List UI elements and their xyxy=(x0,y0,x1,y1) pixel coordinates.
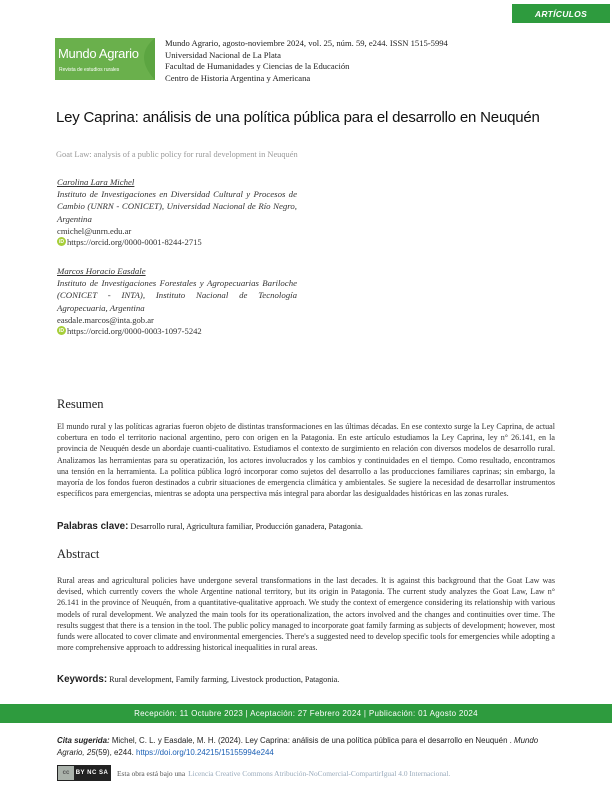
journal-header xyxy=(165,38,448,84)
author-email[interactable]: cmichel@unrn.edu.ar xyxy=(57,225,132,236)
author-orcid[interactable] xyxy=(57,326,297,336)
license-text: Esta obra está bajo una xyxy=(117,768,186,778)
header-line: Facultad de Humanidades y Ciencias de la Educación xyxy=(165,61,350,71)
header-line: Mundo Agrario, agosto-noviembre 2024, vol. 25, núm. 59, e244. ISSN 1515-5994 xyxy=(165,38,448,48)
author-block xyxy=(57,266,297,336)
cc-license-icon[interactable]: cc BY NC SA xyxy=(57,765,111,781)
author-block xyxy=(57,177,297,247)
orcid-link[interactable]: https://orcid.org/0000-0001-8244-2715 xyxy=(67,236,202,247)
orcid-icon: iD xyxy=(59,327,64,334)
article-subtitle: Goat Law: analysis of a public policy for rural development in Neuquén xyxy=(56,150,298,159)
keywords-list: Rural development, Family farming, Livestock production, Patagonia. xyxy=(109,675,340,684)
citation-journal: Mundo Agrario, 25 xyxy=(57,736,539,757)
orcid-icon: iD xyxy=(59,238,64,245)
section-tag: ARTÍCULOS xyxy=(512,4,610,23)
author-orcid[interactable] xyxy=(57,237,297,247)
header-line: Centro de Historia Argentina y Americana xyxy=(165,72,311,83)
keywords-label: Keywords: xyxy=(57,674,108,685)
journal-logo xyxy=(55,38,155,80)
author-affiliation: Instituto de Investigaciones Forestales y Agropecuarias Bariloche (CONICET - INTA), Instituto Nacional de Tecnología Agropecuaria, Argentina xyxy=(57,278,297,313)
header-line: Universidad Nacional de La Plata xyxy=(165,49,281,60)
author-affiliation: Instituto de Investigaciones en Diversidad Cultural y Procesos de Cambio (UNRN - CONICET), Universidad Nacional de Río Negro, Argentina xyxy=(57,189,297,224)
license-link[interactable]: Licencia Creative Commons Atribución-NoComercial-CompartirIgual 4.0 Internacional. xyxy=(188,768,451,778)
author-name[interactable]: Marcos Horacio Easdale xyxy=(57,266,146,276)
logo-tagline: Revista de estudios rurales xyxy=(59,67,120,73)
keywords-list: Desarrollo rural, Agricultura familiar, Producción ganadera, Patagonia. xyxy=(130,522,363,531)
doi-link[interactable]: https://doi.org/10.24215/15155994e244 xyxy=(135,747,274,757)
resumen-text: El mundo rural y las políticas agrarias fueron objeto de distintas transformaciones en las últimas décadas. En ese contexto surge la Ley Caprina, de actual cobertura en todo el territorio nacional argentino, pero con origen en la Patagonia. En este artículo estudiamos la Ley Caprina, ley n° 26.141, en la provincia de Neuquén desde un abordaje cuanti-cualitativo. Estudiamos el contexto de surgimiento en relación con diversos modelos de desarrollo rural. Analizamos las herramientas para su operatización, los actores involucrados y los cambios y continuidades en el tiempo. Como resultado, encontramos una tensión en la herramienta. La política pública logró incorporar como sujetos del desarrollo a las producciones familiares caprinas; sin embargo, la mayoría de los fondos fueron destinados a cubrir situaciones de emergencia climática y ambientales. Se sugiere la necesidad de desarrollar instrumentos específicos para emergencias, mientras se adopta una perspectiva más integral para abordar las desigualdades históricas en las zonas rurales. xyxy=(57,422,555,499)
resumen-heading: Resumen xyxy=(57,397,104,411)
article-title: Ley Caprina: análisis de una política pública para el desarrollo en Neuquén xyxy=(56,109,540,126)
orcid-link[interactable]: https://orcid.org/0000-0003-1097-5242 xyxy=(67,325,202,336)
abstract-text: Rural areas and agricultural policies have undergone several transformations in the last decades. It is against this background that the Goat Law was devised, which currently covers the whole Argentine national territory, but its origin in Patagonia. The current study analyzes the Goat Law, Law n° 26.141 in the province of Neuquén, from a quantitative-qualitative approach. We study the context of emergence considering its relationship with various models of rural development. We analyzed the main tools for its operationalization, the actors involved and the changes and continuities over time. The results suggest that there is a tension in the tool. The public policy managed to incorporate goat family farming as subjects of development; however, most funds were allocated to cover climate and environmental emergencies. There's a suggested need to develop specific tools for emergencies while adopting a more comprehensive approach to addressing historical inequalities in rural areas. xyxy=(57,576,555,653)
abstract-keywords xyxy=(57,674,339,685)
author-email[interactable]: easdale.marcos@inta.gob.ar xyxy=(57,314,154,325)
suggested-citation xyxy=(57,735,557,759)
abstract-heading: Abstract xyxy=(57,547,100,561)
logo-name: Mundo Agrario xyxy=(58,46,139,61)
keywords-label: Palabras clave: xyxy=(57,521,129,532)
author-name[interactable]: Carolina Lara Michel xyxy=(57,177,135,187)
citation-issue: (59), e244. xyxy=(95,747,134,757)
resumen-keywords xyxy=(57,521,363,532)
publication-dates: Recepción: 11 Octubre 2023 | Aceptación: 27 Febrero 2024 | Publicación: 01 Agosto 2024 xyxy=(0,704,612,723)
license-line xyxy=(57,765,450,781)
citation-text: Michel, C. L. y Easdale, M. H. (2024). Ley Caprina: análisis de una política pública para el desarrollo en Neuquén . xyxy=(111,736,512,745)
citation-label: Cita sugerida: xyxy=(57,736,110,745)
